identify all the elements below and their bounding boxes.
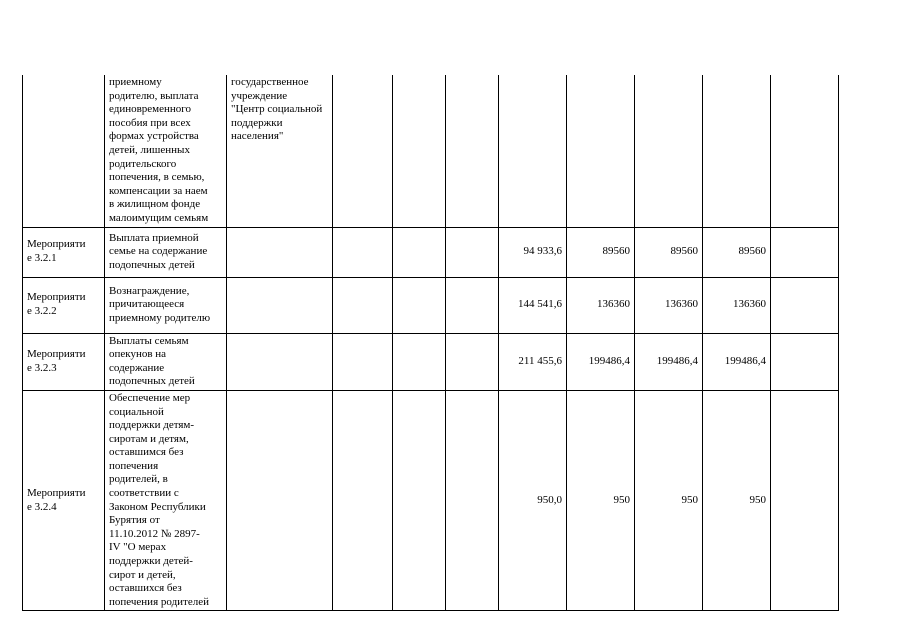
amount-cell <box>635 75 703 227</box>
amount-cell: 211 455,6 <box>499 333 567 390</box>
amount-cell: 136360 <box>567 277 635 333</box>
amount-cell: 89560 <box>567 227 635 277</box>
amount-cell: 94 933,6 <box>499 227 567 277</box>
amount-cell: 136360 <box>703 277 771 333</box>
amount-cell: 199486,4 <box>567 333 635 390</box>
empty-cell <box>446 227 499 277</box>
amount-cell: 199486,4 <box>635 333 703 390</box>
measure-name-cell: Выплата приемной семье на содержание подопечных детей <box>105 227 227 277</box>
measure-name-cell: Обеспечение мер социальной поддержки детям- сиротам и детям, оставшимся без попечения родителей, в соответствии с Законом Республики Бурятия от 11.10.2012 № 2897- IV "О мерах поддержки детей- сирот и детей, оставшихся без попечения родителей <box>105 390 227 611</box>
empty-cell <box>771 227 839 277</box>
executor-cell: государственное учреждение "Центр социальной поддержки населения" <box>227 75 333 227</box>
empty-cell <box>393 390 446 611</box>
table-row <box>23 75 839 227</box>
amount-cell <box>703 75 771 227</box>
amount-cell: 950,0 <box>499 390 567 611</box>
empty-cell <box>771 277 839 333</box>
measure-name-cell: Выплаты семьям опекунов на содержание подопечных детей <box>105 333 227 390</box>
measure-name-cell: приемному родителю, выплата единовременного пособия при всех формах устройства детей, лишенных родительского попечения, в семью, компенсации за наем в жилищном фонде малоимущим семьям <box>105 75 227 227</box>
amount-cell: 199486,4 <box>703 333 771 390</box>
amount-cell: 89560 <box>703 227 771 277</box>
amount-cell: 950 <box>635 390 703 611</box>
empty-cell <box>393 75 446 227</box>
measure-code-cell: Мероприяти е 3.2.1 <box>23 227 105 277</box>
amount-cell: 950 <box>703 390 771 611</box>
empty-cell <box>333 277 393 333</box>
amount-cell: 136360 <box>635 277 703 333</box>
table-row <box>23 227 839 277</box>
measure-name-cell: Вознаграждение, причитающееся приемному родителю <box>105 277 227 333</box>
program-measures-table <box>22 75 839 611</box>
empty-cell <box>771 75 839 227</box>
measure-code-cell: Мероприяти е 3.2.4 <box>23 390 105 611</box>
empty-cell <box>393 277 446 333</box>
empty-cell <box>446 390 499 611</box>
empty-cell <box>333 75 393 227</box>
empty-cell <box>333 390 393 611</box>
empty-cell <box>333 227 393 277</box>
measure-code-cell: Мероприяти е 3.2.3 <box>23 333 105 390</box>
empty-cell <box>771 333 839 390</box>
amount-cell <box>499 75 567 227</box>
amount-cell: 950 <box>567 390 635 611</box>
table-row <box>23 277 839 333</box>
empty-cell <box>446 75 499 227</box>
amount-cell: 144 541,6 <box>499 277 567 333</box>
empty-cell <box>393 333 446 390</box>
empty-cell <box>333 333 393 390</box>
empty-cell <box>771 390 839 611</box>
measure-code-cell <box>23 75 105 227</box>
table-row <box>23 390 839 611</box>
empty-cell <box>446 333 499 390</box>
executor-cell <box>227 333 333 390</box>
executor-cell <box>227 227 333 277</box>
amount-cell: 89560 <box>635 227 703 277</box>
empty-cell <box>446 277 499 333</box>
empty-cell <box>393 227 446 277</box>
executor-cell <box>227 390 333 611</box>
measure-code-cell: Мероприяти е 3.2.2 <box>23 277 105 333</box>
amount-cell <box>567 75 635 227</box>
table-row <box>23 333 839 390</box>
executor-cell <box>227 277 333 333</box>
